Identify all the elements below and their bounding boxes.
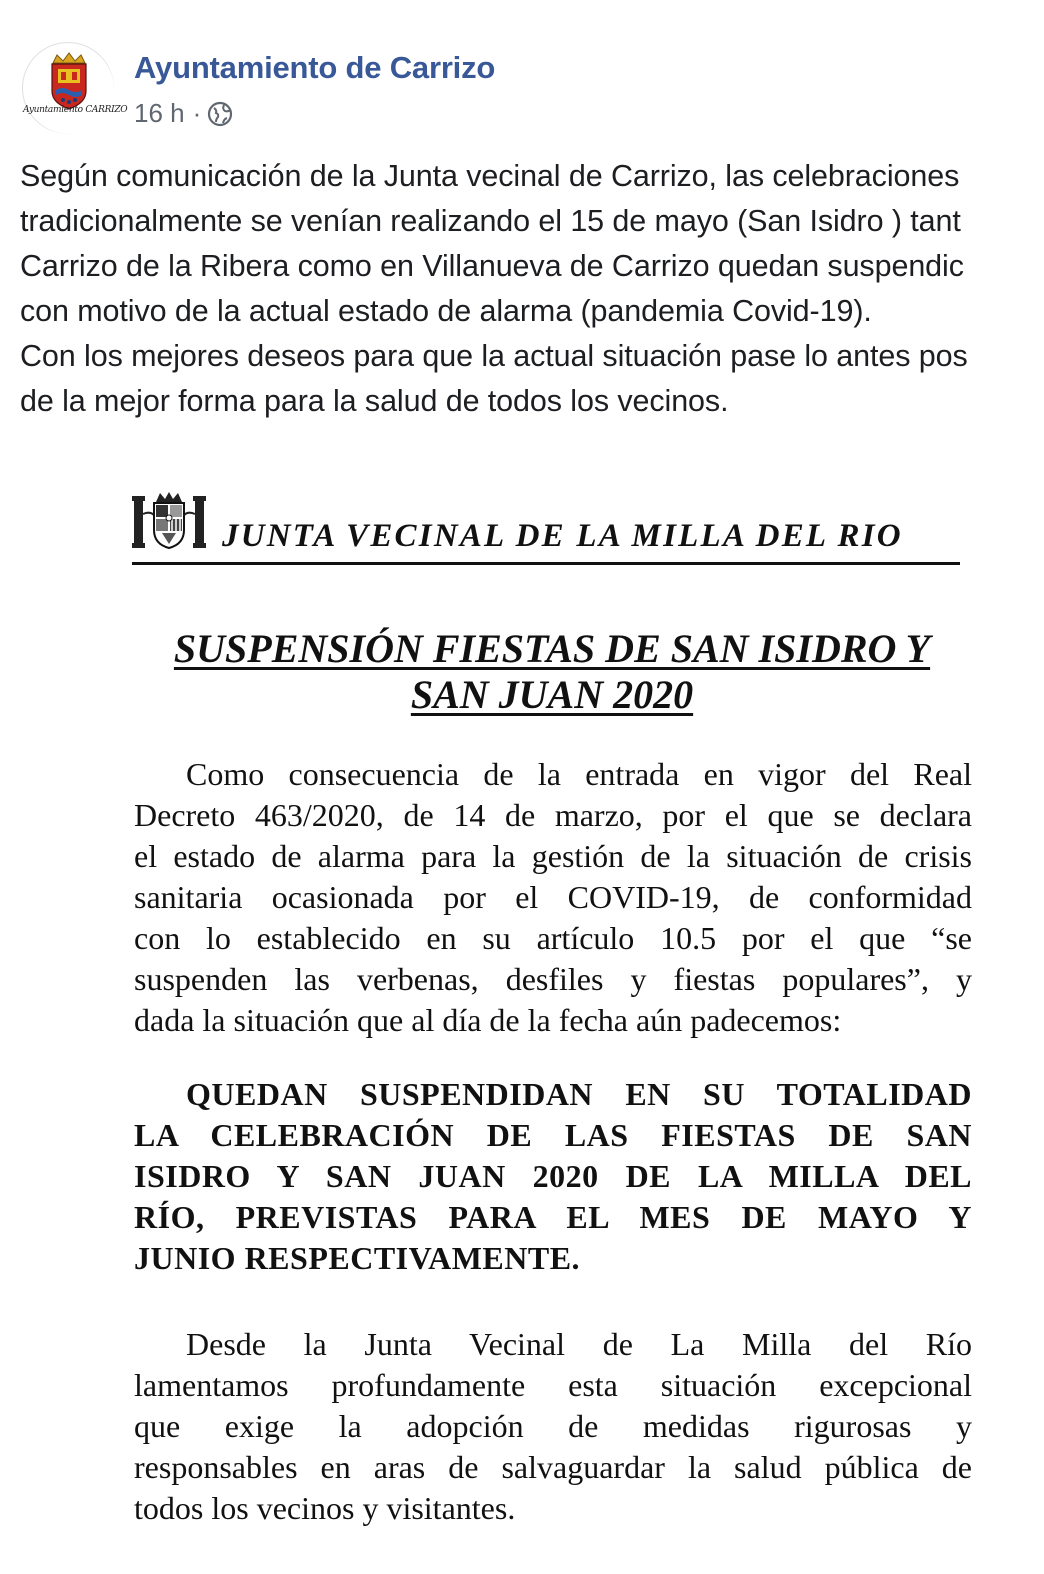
document-paragraph-1 bbox=[134, 754, 972, 1041]
post-message bbox=[20, 154, 1044, 424]
post-text-line: Según comunicación de la Junta vecinal de Carrizo, las celebraciones bbox=[20, 159, 960, 193]
post-meta bbox=[134, 98, 233, 129]
document-title-line-1: SUSPENSIÓN FIESTAS DE SAN ISIDRO Y bbox=[173, 626, 931, 671]
meta-separator: · bbox=[192, 98, 202, 128]
paragraph-line: Como consecuencia de la entrada en vigor del Real bbox=[186, 756, 972, 792]
post-text-line: Carrizo de la Ribera como en Villanueva de Carrizo quedan suspendic bbox=[20, 249, 964, 283]
paragraph-line: LA CELEBRACIÓN DE LAS FIESTAS DE SAN bbox=[134, 1117, 972, 1153]
paragraph-line: que exige la adopción de medidas rigurosas y bbox=[134, 1408, 972, 1444]
document-title bbox=[132, 626, 972, 718]
post-text-line: de la mejor forma para la salud de todos los vecinos. bbox=[20, 384, 729, 418]
paragraph-line: Decreto 463/2020, de 14 de marzo, por el que se declara bbox=[134, 797, 972, 833]
post-text-line: con motivo de la actual estado de alarma (pandemia Covid-19). bbox=[20, 294, 872, 328]
paragraph-line: QUEDAN SUSPENDIDAN EN SU TOTALIDAD bbox=[186, 1076, 972, 1112]
post-text-line: Con los mejores deseos para que la actual situación pase lo antes pos bbox=[20, 339, 968, 373]
paragraph-line: con lo establecido en su artículo 10.5 por el que “se bbox=[134, 920, 972, 956]
post-text-line: tradicionalmente se venían realizando el 15 de mayo (San Isidro ) tant bbox=[20, 204, 961, 238]
paragraph-line: RÍO, PREVISTAS PARA EL MES DE MAYO Y bbox=[134, 1199, 972, 1235]
avatar-text: Ayuntamiento CARRIZO bbox=[23, 105, 128, 115]
paragraph-line: lamentamos profundamente esta situación excepcional bbox=[134, 1367, 972, 1403]
paragraph-line: suspenden las verbenas, desfiles y fiestas populares”, y bbox=[134, 961, 972, 997]
paragraph-line: dada la situación que al día de la fecha aún padecemos: bbox=[134, 1002, 842, 1038]
paragraph-line: ISIDRO Y SAN JUAN 2020 DE LA MILLA DEL bbox=[134, 1158, 972, 1194]
spain-coat-of-arms-icon bbox=[132, 490, 206, 552]
page-name-link[interactable]: Ayuntamiento de Carrizo bbox=[134, 50, 496, 85]
paragraph-line: sanitaria ocasionada por el COVID-19, de conformidad bbox=[134, 879, 972, 915]
document-paragraph-2-announcement bbox=[134, 1074, 972, 1279]
paragraph-line: responsables en aras de salvaguardar la salud pública de bbox=[134, 1449, 972, 1485]
post-header bbox=[22, 42, 1022, 137]
paragraph-line: el estado de alarma para la gestión de la situación de crisis bbox=[134, 838, 972, 874]
document-header bbox=[132, 490, 960, 565]
junta-vecinal-title: JUNTA VECINAL DE LA MILLA DEL RIO bbox=[222, 518, 903, 554]
globe-icon bbox=[207, 101, 233, 127]
attached-document-image[interactable] bbox=[0, 470, 1044, 1574]
paragraph-line: todos los vecinos y visitantes. bbox=[134, 1490, 516, 1526]
post-time[interactable]: 16 h bbox=[134, 98, 185, 128]
document-title-line-2: SAN JUAN 2020 bbox=[410, 672, 694, 717]
avatar[interactable] bbox=[22, 42, 128, 134]
document-paragraph-3 bbox=[134, 1324, 972, 1529]
municipal-shield-icon bbox=[23, 43, 128, 135]
paragraph-line: JUNIO RESPECTIVAMENTE. bbox=[134, 1240, 581, 1276]
paragraph-line: Desde la Junta Vecinal de La Milla del Río bbox=[186, 1326, 972, 1362]
